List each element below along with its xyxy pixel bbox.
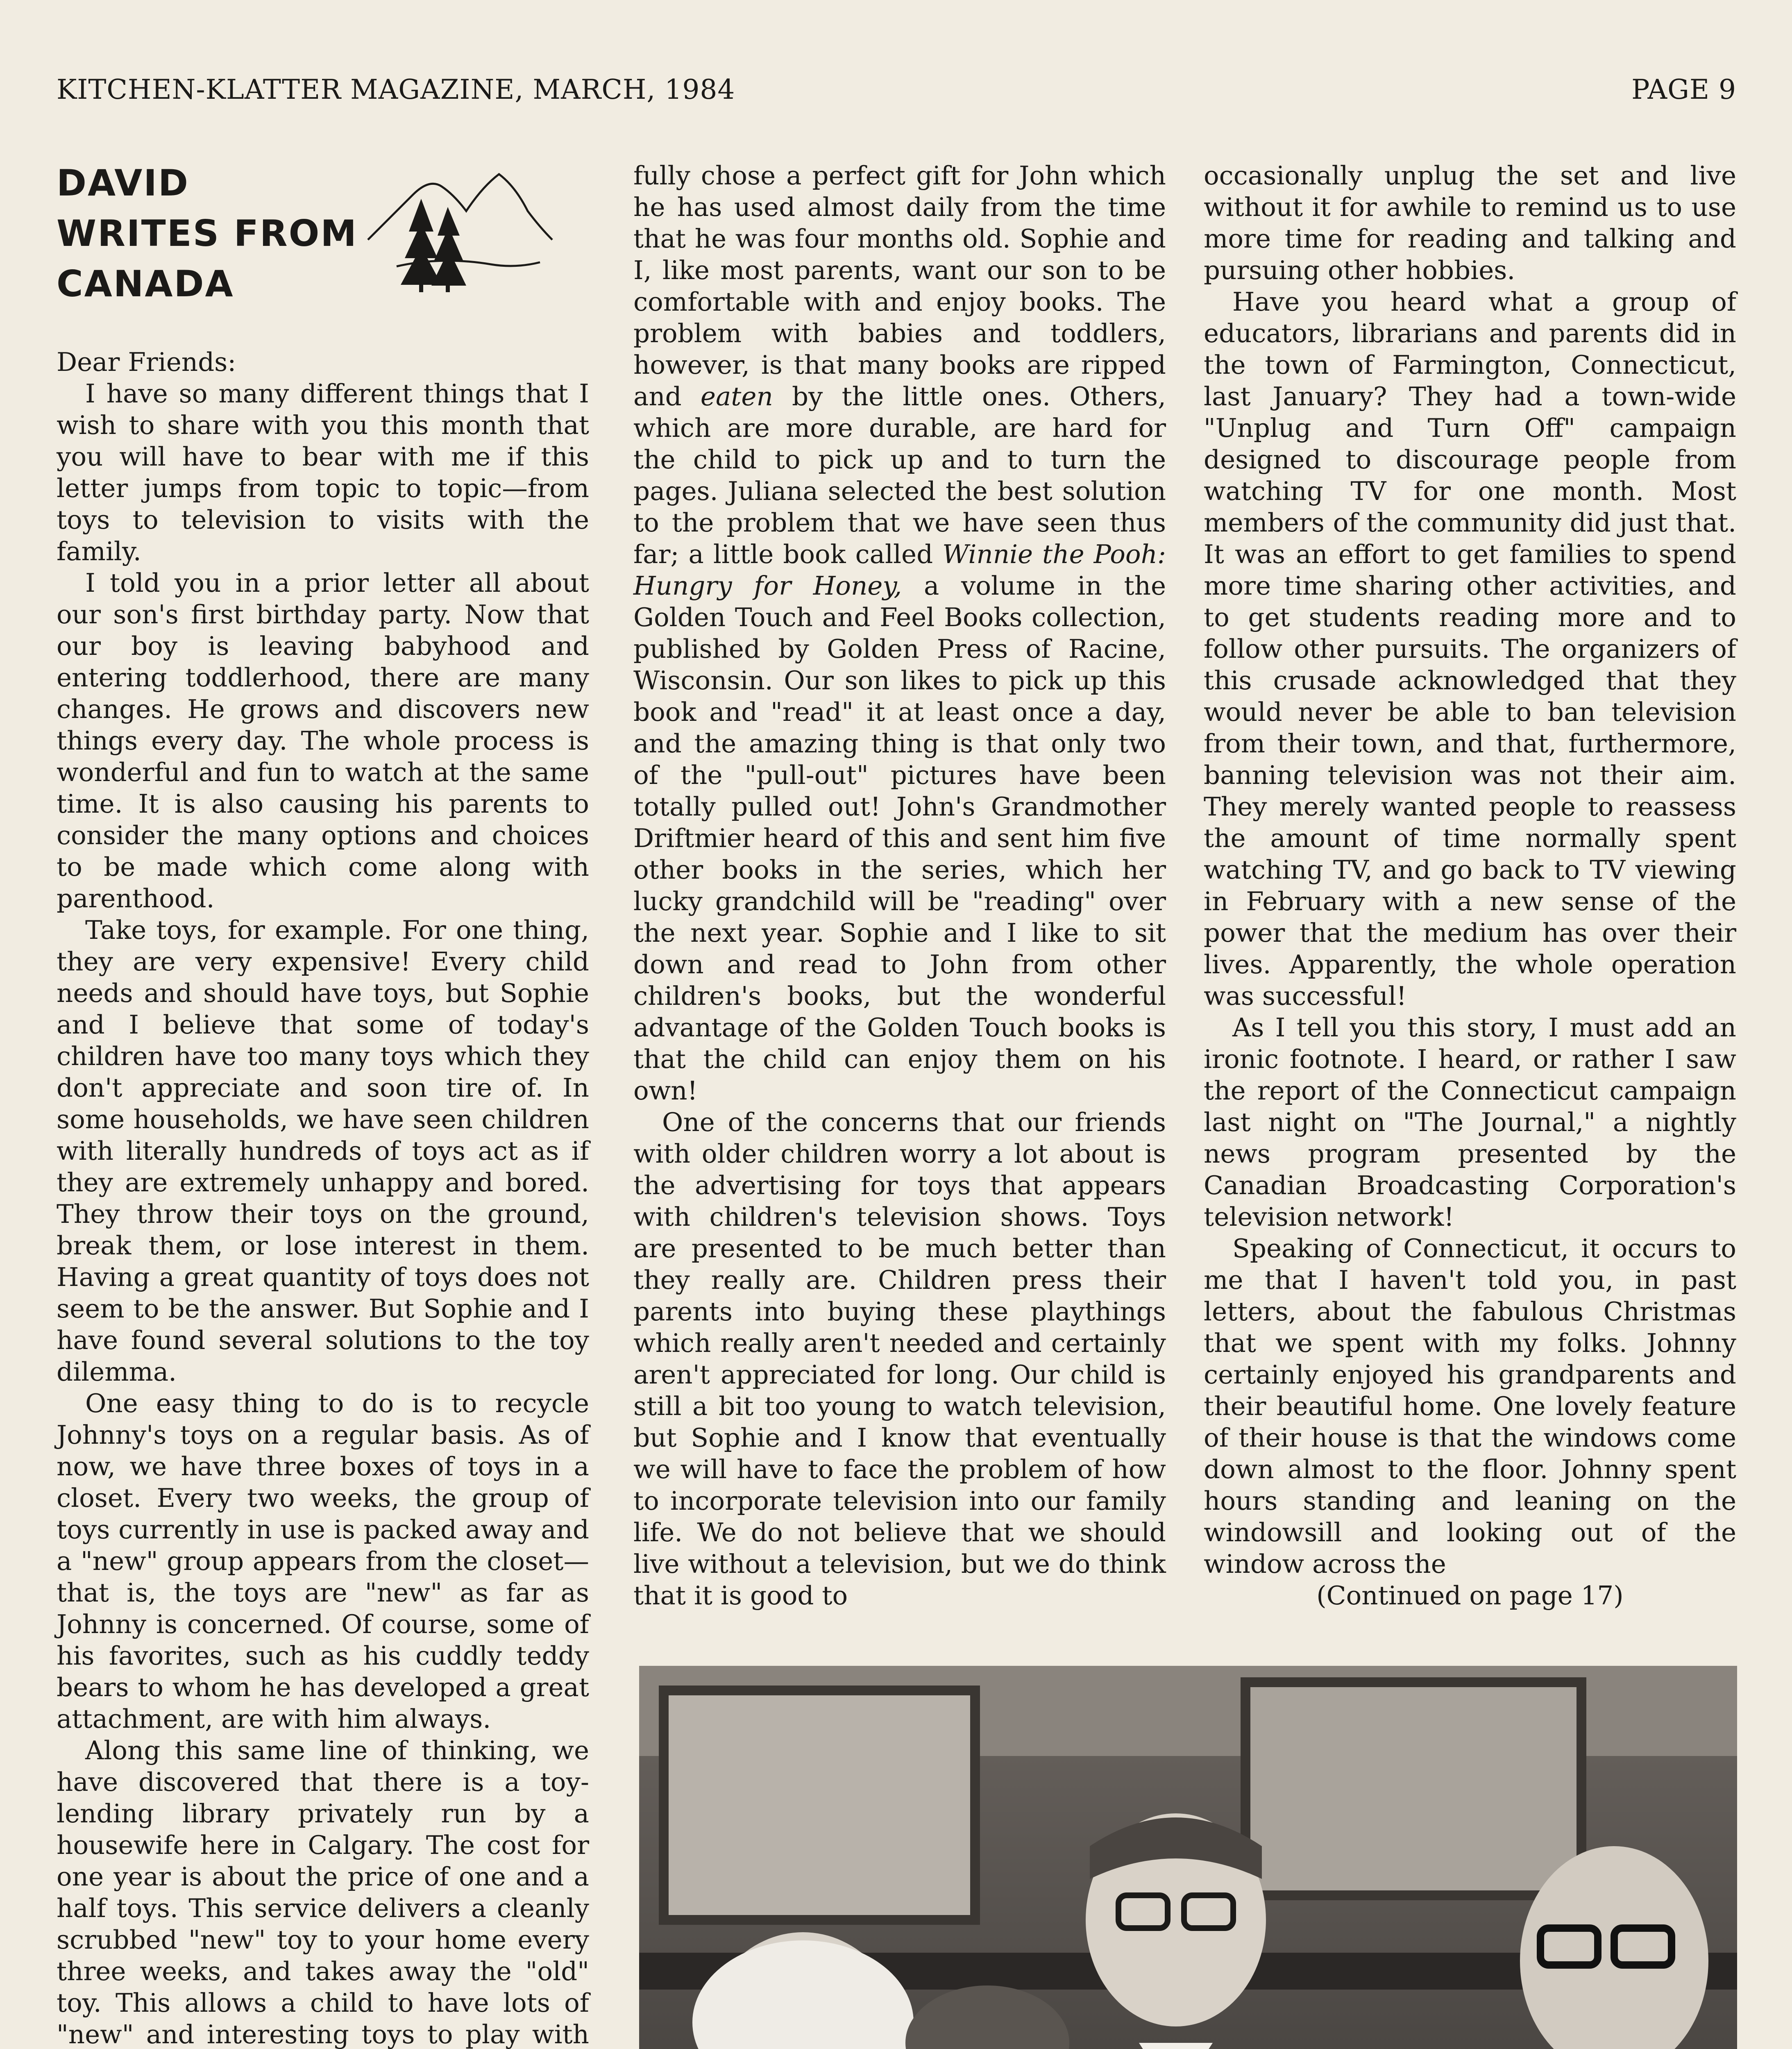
family-photo-illustration — [639, 1666, 1737, 2049]
continued-note: (Continued on page 17) — [1316, 1581, 1624, 1611]
paragraph: One of the concerns that our friends with older children worry a lot about is the advertising for toys that appears with children's television shows. Toys are presented to be much better than they really are. Children press their parents into buying these playthings which really aren't needed and certainly aren't appreciated for long. Our child is still a bit too young to watch television, but Sophie and I know that eventually we will have to face the problem of how to incorporate television into our family life. We do not believe that we should live without a television, but we do think that it is good to — [633, 1107, 1166, 1611]
paragraph: I have so many different things that I wish to share with you this month that you will have to bear with me if this letter jumps from topic to topic—from toys to television to visits with the family. — [57, 379, 589, 566]
title-line: WRITES FROM — [57, 212, 358, 254]
article-column-3 — [1204, 160, 1736, 1611]
emphasis: eaten — [700, 382, 773, 411]
mountain-pine-illustration — [360, 170, 565, 293]
article-column-2 — [633, 160, 1166, 1611]
paragraph: Along this same line of thinking, we have discovered that there is a toy-lending library privately run by a housewife here in Calgary. The cost for one year is about the price of one and a half toys. This service delivers a cleanly scrubbed "new" toy to your home every three weeks, and takes away the "old" toy. This allows a child to have lots of "new" and interesting toys to play with — [57, 1736, 589, 2049]
title-line: DAVID — [57, 162, 190, 204]
running-header — [57, 74, 1736, 115]
paragraph: As I tell you this story, I must add an ironic footnote. I heard, or rather I saw the report of the Connecticut campaign last night on "The Journal," a nightly news program presented by the Canadian Broadcasting Corporation's television network! — [1204, 1013, 1736, 1232]
text-run: a volume in the Golden Touch and Feel Books collection, published by Golden Press of Racine, Wisconsin. Our son likes to pick up this book and "read" it at least once a day, and the amazing thing is that only two of the "pull-out" pictures have been totally pulled out! John's Grandmother Driftmier heard of this and sent him five other books in the series, which her lucky grandchild will be "reading" over the next year. Sophie and I like to sit down and read to John from other children's books, but the wonderful advantage of the Golden Touch books is that the child can enjoy them on his own! — [633, 571, 1166, 1106]
salutation: Dear Friends: — [57, 347, 236, 377]
paragraph: occasionally unplug the set and live without it for awhile to remind us to use more time for reading and talking and pursuing other hobbies. — [1204, 161, 1736, 285]
paragraph: Speaking of Connecticut, it occurs to me that I haven't told you, in past letters, about the fabulous Christmas that we spent with my folks. Johnny certainly enjoyed his grandparents and their beautiful home. One lovely feature of their house is that the windows come down almost to the floor. Johnny spent hours standing and leaning on the windowsill and looking out of the window across the — [1204, 1233, 1736, 1579]
paragraph: Take toys, for example. For one thing, they are very expensive! Every child needs and should have toys, but Sophie and I believe that some of today's children have too many toys which they don't appreciate and soon tire of. In some households, we have seen children with literally hundreds of toys act as if they are extremely unhappy and bored. They throw their toys on the ground, break them, or lose interest in them. Having a great quantity of toys does not seem to be the answer. But Sophie and I have found several solutions to the toy dilemma. — [57, 915, 589, 1387]
family-photo — [639, 1666, 1737, 2049]
article-title — [57, 158, 358, 309]
article-column-1 — [57, 158, 589, 2049]
text-run: fully chose a perfect gift for John which he has used almost daily from the time that he was four months old. Sophie and I, like most parents, want our son to be comfortable with and enjoy books. The problem with babies and toddlers, however, is that many books are ripped and — [633, 161, 1166, 411]
magazine-title: KITCHEN-KLATTER MAGAZINE, MARCH, 1984 — [57, 74, 735, 105]
page-number: PAGE 9 — [1631, 74, 1736, 105]
paragraph: Have you heard what a group of educators, librarians and parents did in the town of Farmington, Connecticut, last January? They had a town-wide "Unplug and Turn Off" campaign designed to discourage people from watching TV for one month. Most members of the community did just that. It was an effort to get families to spend more time sharing other activities, and to get students reading more and to follow other pursuits. The organizers of this crusade acknowledged that they would never be able to ban television from their town, and that, furthermore, banning television was not their aim. They merely wanted people to reassess the amount of time normally spent watching TV, and go back to TV viewing in February with a new sense of the power that the medium has over their lives. Apparently, the whole operation was successful! — [1204, 287, 1736, 1011]
title-line: CANADA — [57, 263, 234, 305]
paragraph: I told you in a prior letter all about our son's first birthday party. Now that our boy is leaving babyhood and entering toddlerhood, there are many changes. He grows and discovers new things every day. The whole process is wonderful and fun to watch at the same time. It is also causing his parents to consider the many options and choices to be made which come along with parenthood. — [57, 568, 589, 913]
text-run: by the little ones. Others, which are more durable, are hard for the child to pick up and to turn the pages. Juliana selected the best solution to the problem that we have seen thus far; a little book called — [633, 382, 1166, 569]
book-title: Winnie the Pooh: Hungry for Honey, — [633, 539, 1166, 601]
paragraph: One easy thing to do is to recycle Johnny's toys on a regular basis. As of now, we have three boxes of toys in a closet. Every two weeks, the group of toys currently in use is packed away and a "new" group appears from the closet—that is, the toys are "new" as far as Johnny is concerned. Of course, some of his favorites, such as his cuddly teddy bears to whom he has developed a great attachment, are with him always. — [57, 1388, 589, 1734]
article-title-block — [57, 158, 589, 330]
paragraph — [633, 160, 1166, 1106]
